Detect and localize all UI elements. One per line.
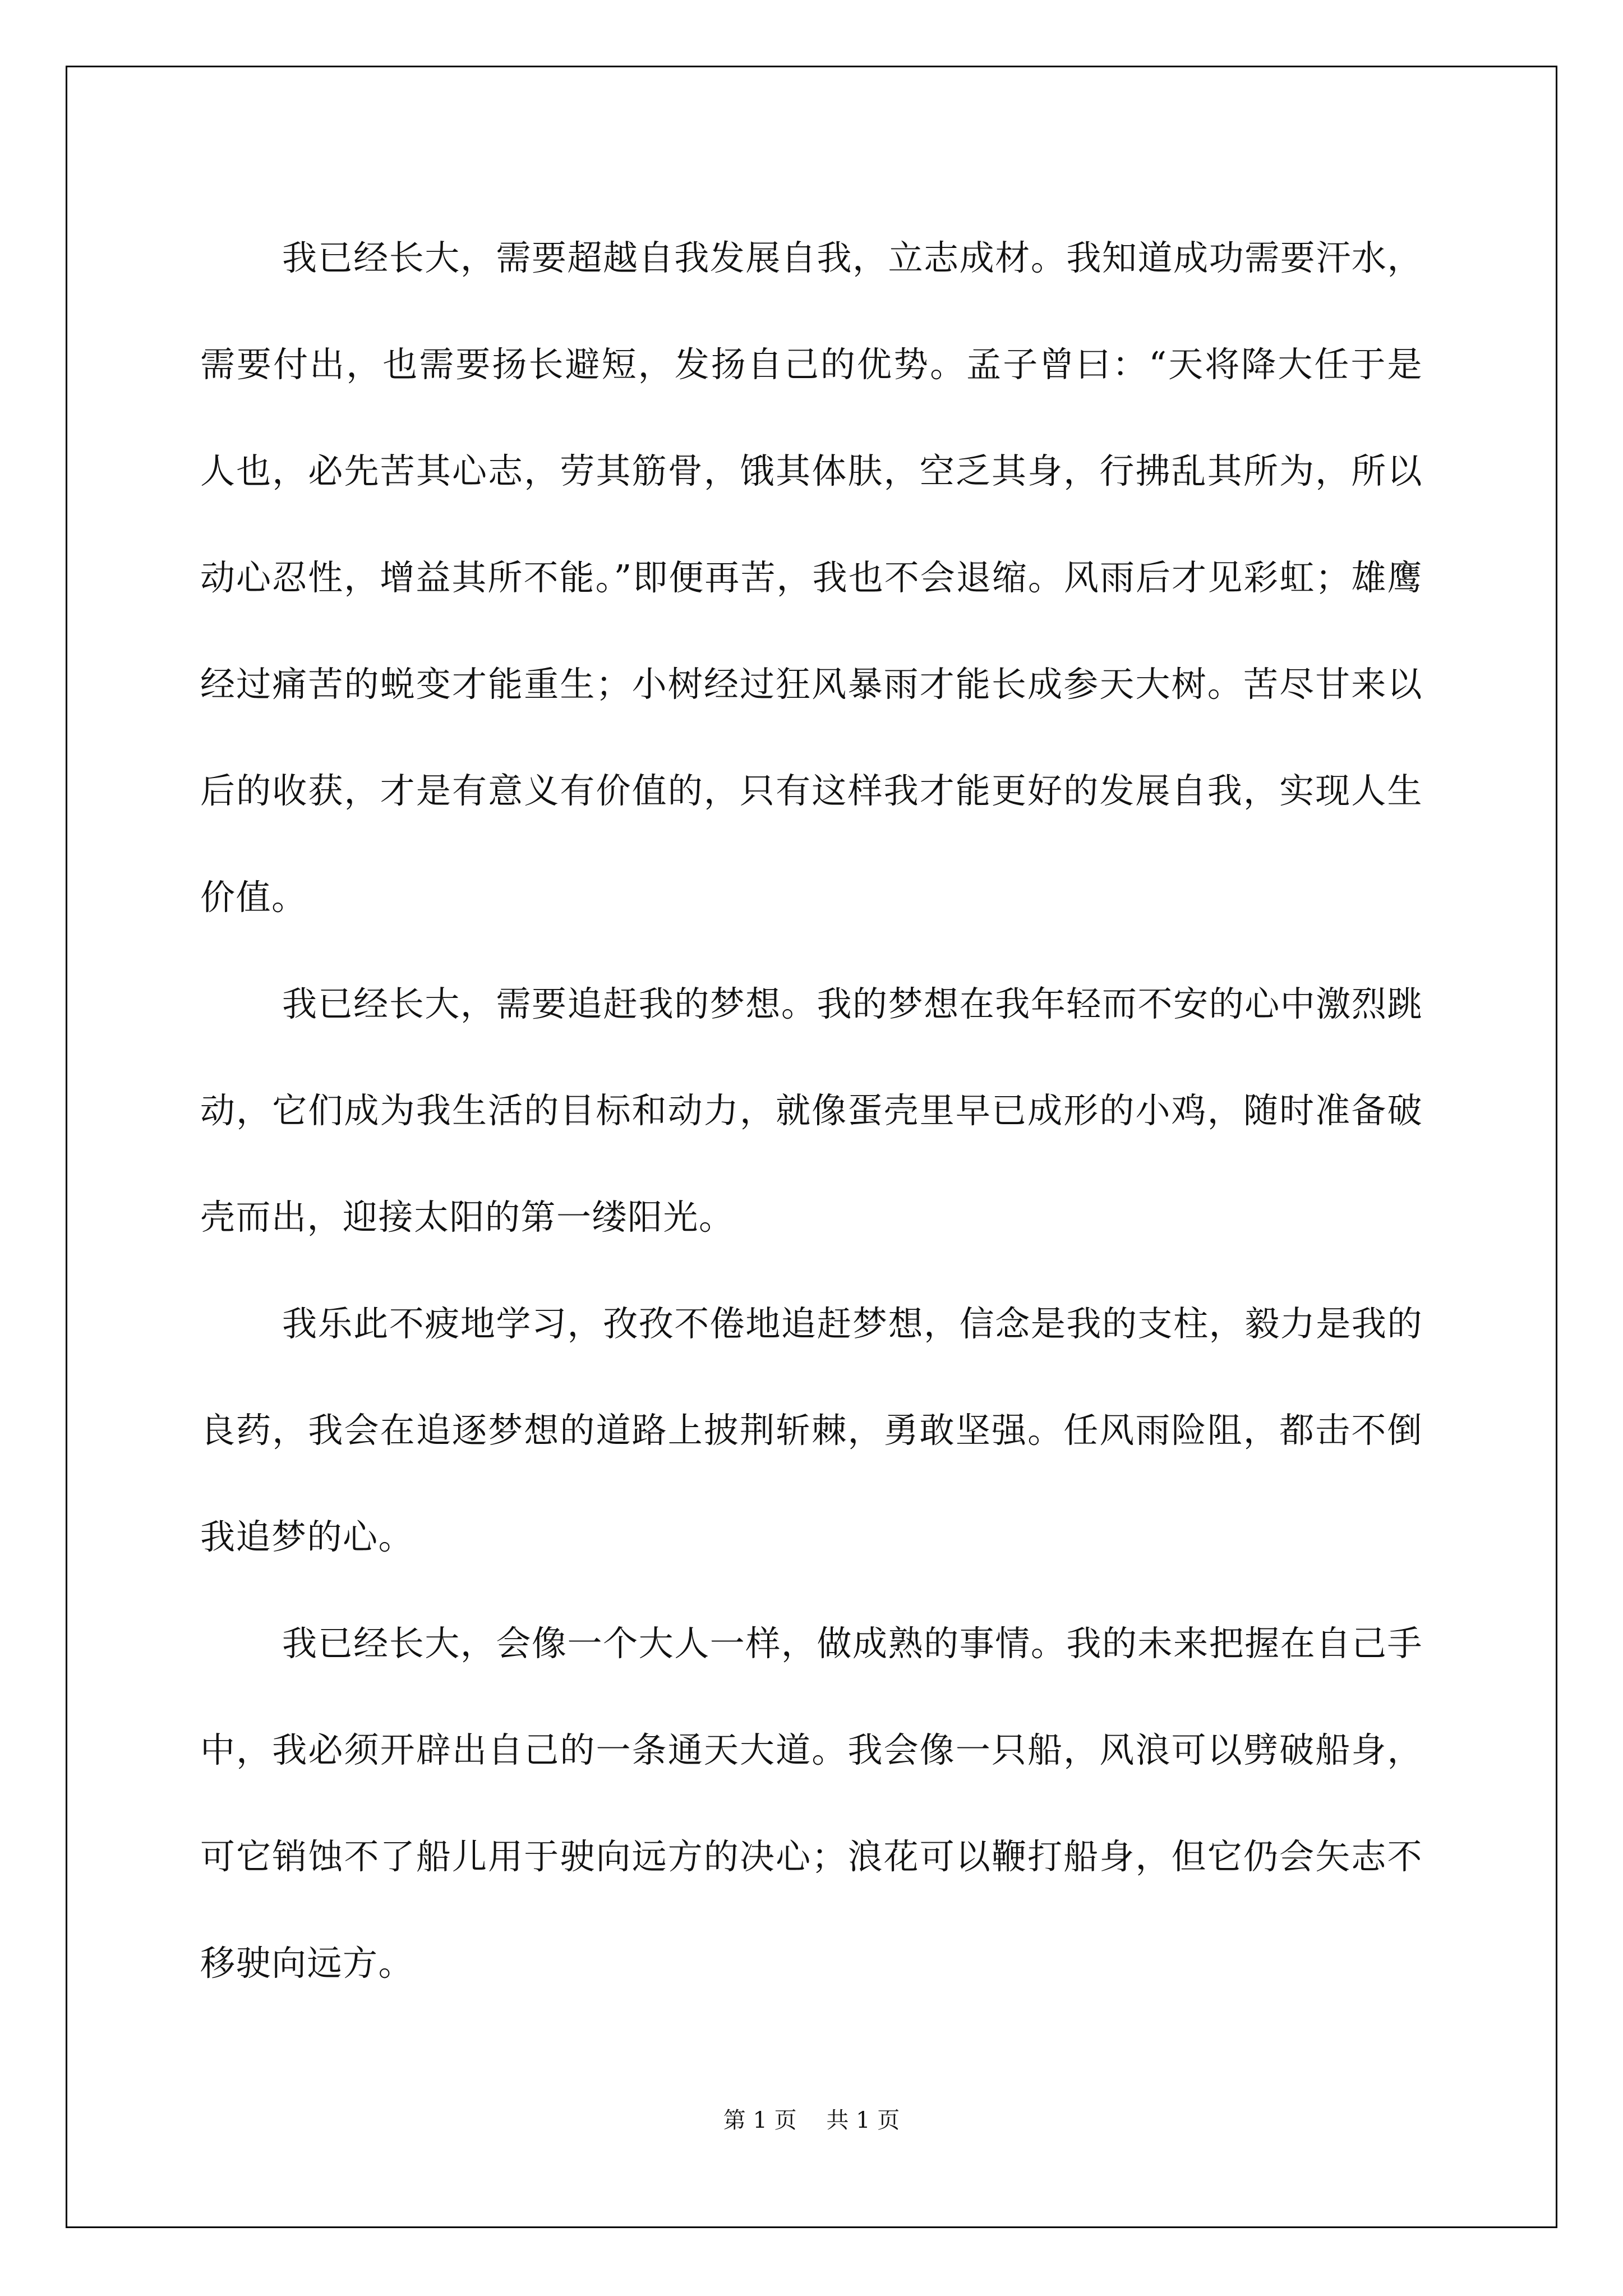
page-number: 第 1 页 — [723, 2108, 797, 2133]
paragraph: 我乐此不疲地学习，孜孜不倦地追赶梦想，信念是我的支柱，毅力是我的良药，我会在追逐梦想的道路上披荆斩棘，勇敢坚强。任风雨险阻，都击不倒我追梦的心。 — [200, 1303, 1423, 1557]
page-footer — [0, 2102, 1623, 2134]
document-body — [200, 205, 1423, 2017]
paragraph: 我已经长大，需要超越自我发展自我，立志成材。我知道成功需要汗水，需要付出，也需要扬长避短，发扬自己的优势。孟子曾曰：“天将降大任于是人也，必先苦其心志，劳其筋骨，饿其体肤，空乏其身，行拂乱其所为，所以动心忍性，增益其所不能。”即便再苦，我也不会退缩。风雨后才见彩虹；雄鹰经过痛苦的蜕变才能重生；小树经过狂风暴雨才能长成参天大树。苦尽甘来以后的收获，才是有意义有价值的，只有这样我才能更好的发展自我，实现人生价值。 — [200, 237, 1423, 918]
paragraph: 我已经长大，会像一个大人一样，做成熟的事情。我的未来把握在自己手中，我必须开辟出自己的一条通天大道。我会像一只船，风浪可以劈破船身，可它销蚀不了船儿用于驶向远方的决心；浪花可以鞭打船身，但它仍会矢志不移驶向远方。 — [200, 1623, 1423, 1984]
paragraph: 我已经长大，需要追赶我的梦想。我的梦想在我年轻而不安的心中激烈跳动，它们成为我生活的目标和动力，就像蛋壳里早已成形的小鸡，随时准备破壳而出，迎接太阳的第一缕阳光。 — [200, 983, 1423, 1237]
page-total: 共 1 页 — [826, 2108, 900, 2133]
